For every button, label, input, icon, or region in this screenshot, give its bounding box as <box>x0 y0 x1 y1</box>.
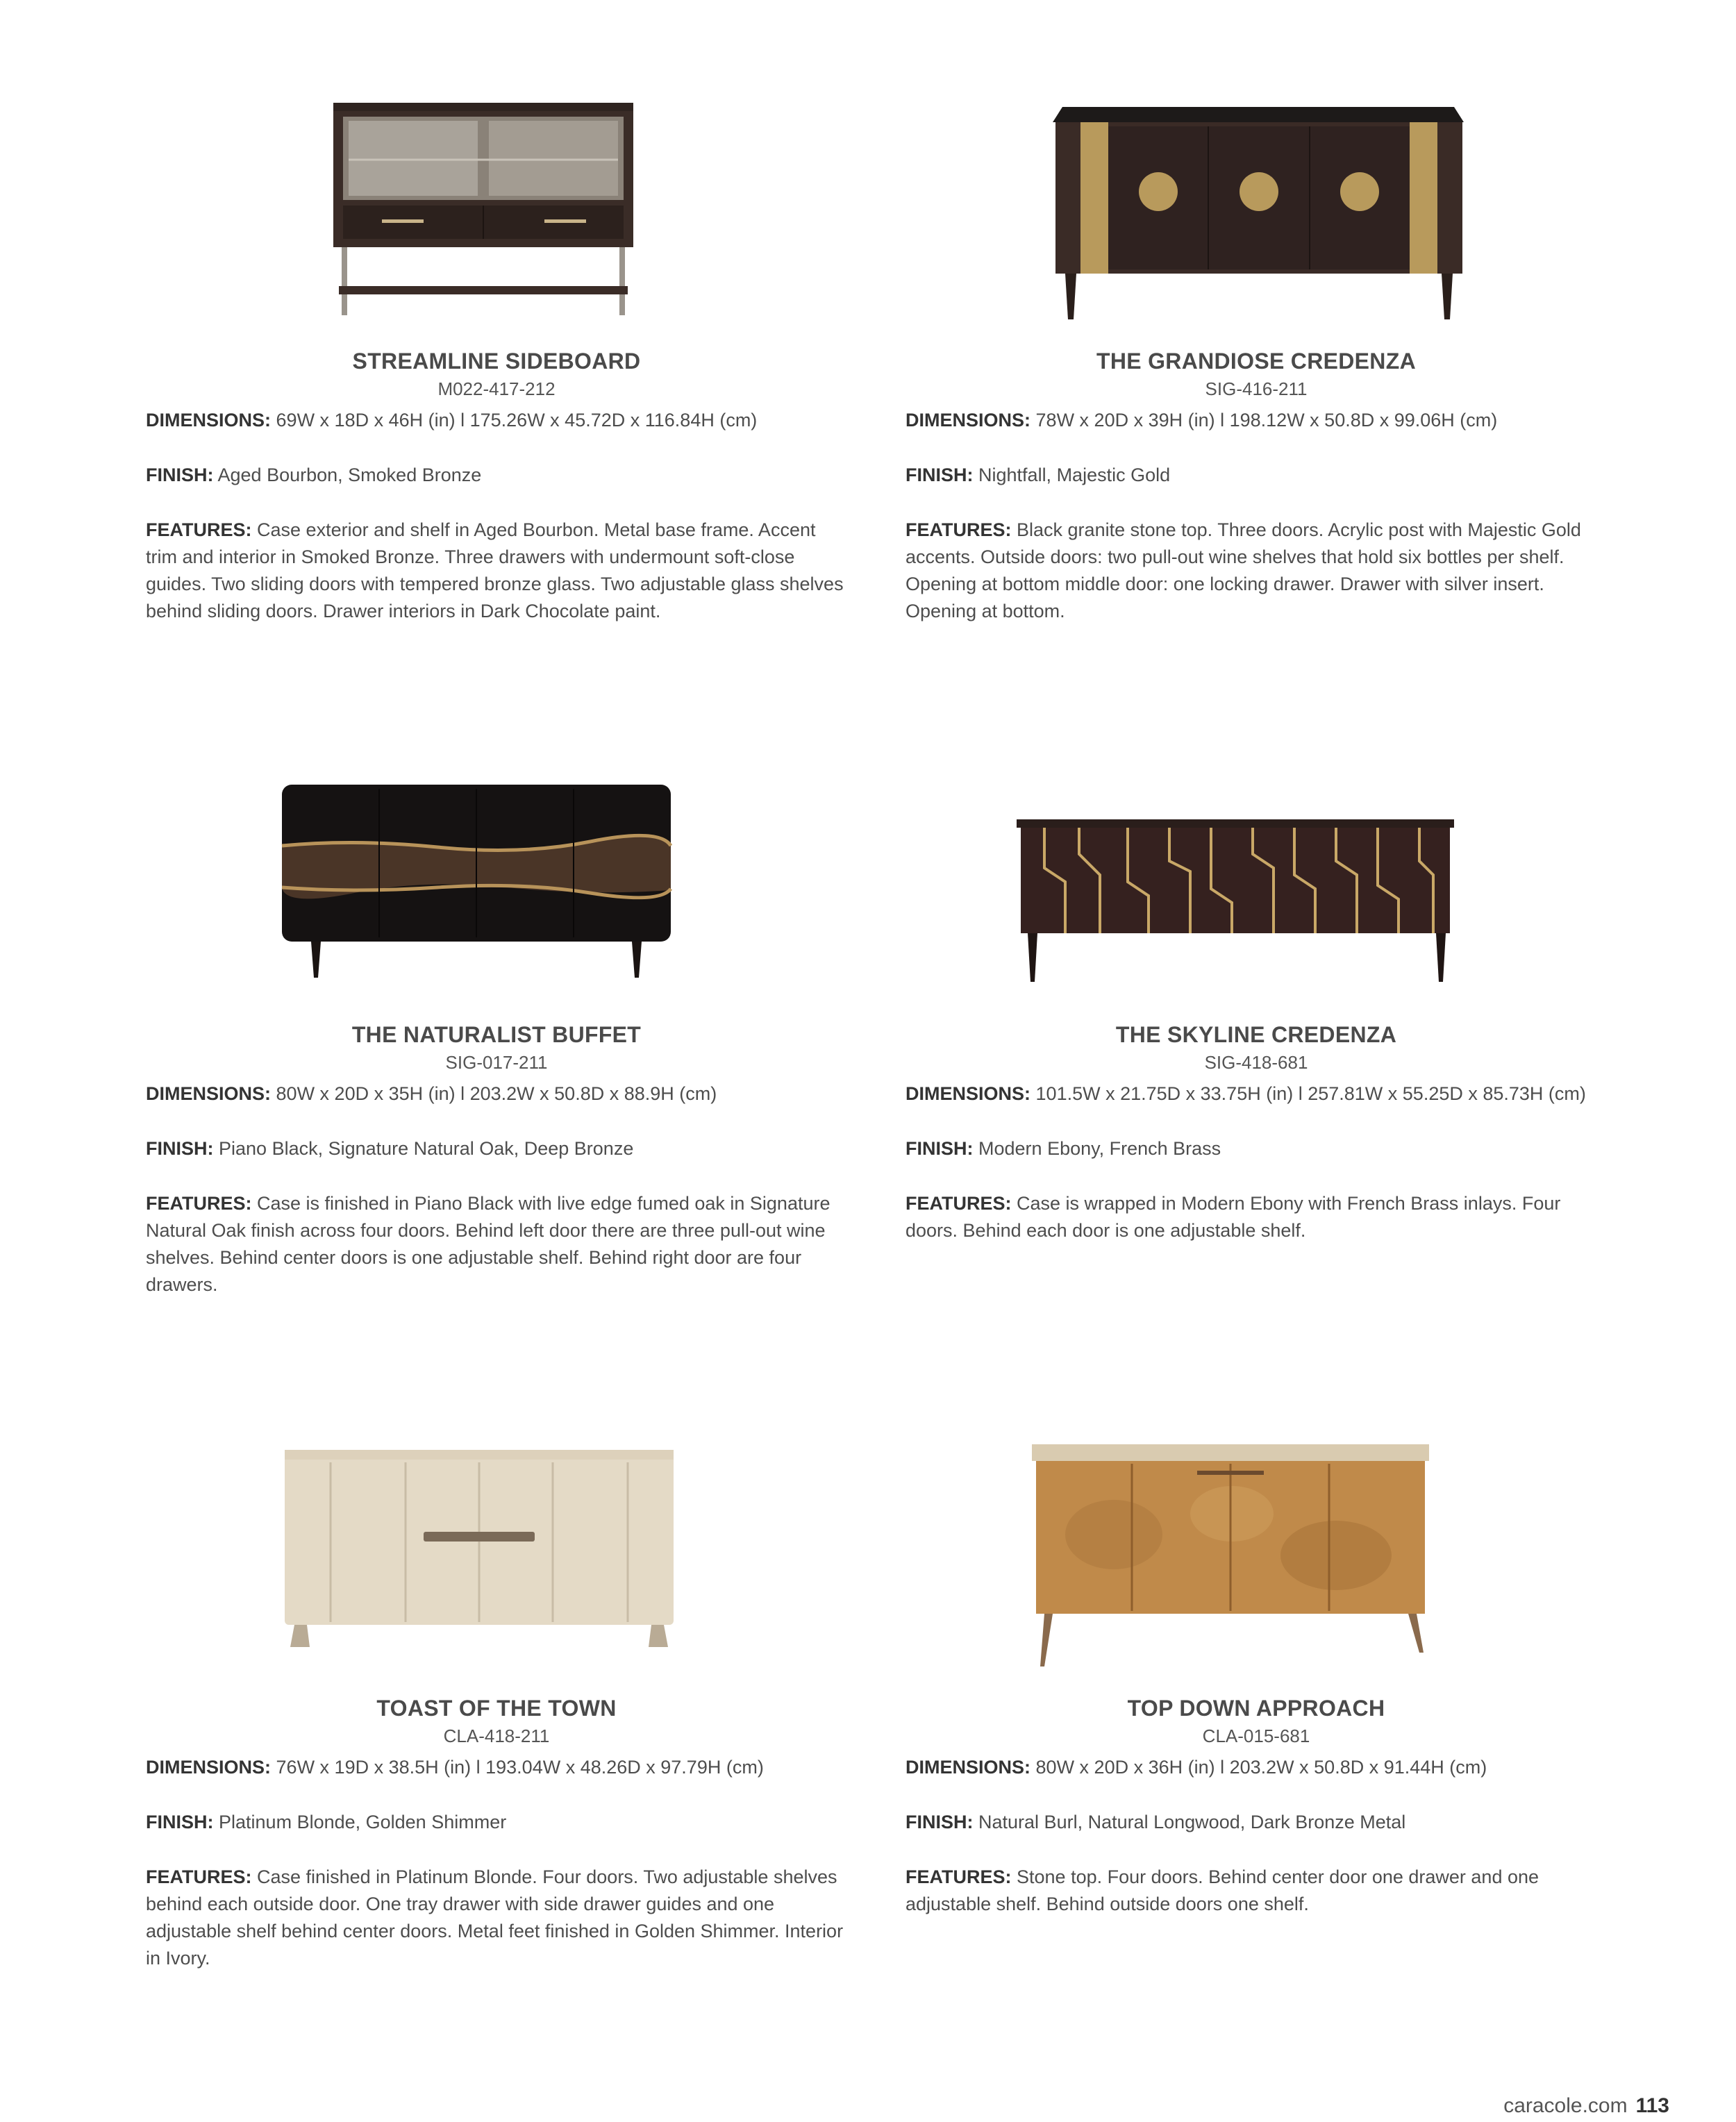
features-row <box>905 1864 1607 1918</box>
product-naturalist-buffet <box>146 757 847 1298</box>
sideboard-illustration <box>146 83 847 333</box>
features-label: FEATURES: <box>905 1866 1012 1887</box>
features-row <box>905 1190 1607 1244</box>
features-label: FEATURES: <box>146 1866 252 1887</box>
product-sku: SIG-017-211 <box>445 1052 548 1073</box>
features-row <box>146 517 847 625</box>
features-value: Stone top. Four doors. Behind center door one drawer and one adjustable shelf. Behind outside doors one shelf. <box>905 1866 1539 1914</box>
toast-illustration <box>146 1430 847 1680</box>
features-row <box>905 517 1607 625</box>
product-image <box>905 757 1607 1007</box>
product-title: TOAST OF THE TOWN <box>376 1696 617 1721</box>
finish-label: FINISH: <box>146 465 214 485</box>
dimensions-row <box>905 1080 1607 1108</box>
dimensions-label: DIMENSIONS: <box>905 1757 1031 1778</box>
product-toast-of-the-town <box>146 1430 847 1972</box>
dimensions-row <box>146 407 847 434</box>
finish-value: Platinum Blonde, Golden Shimmer <box>219 1812 507 1832</box>
dimensions-label: DIMENSIONS: <box>146 1083 272 1104</box>
features-value: Case finished in Platinum Blonde. Four doors. Two adjustable shelves behind each outside door. One tray drawer with side drawer guides and one adjustable shelf behind center doors. Metal feet finished in Golden Shimmer. Interior in Ivory. <box>146 1866 844 1969</box>
features-value: Case exterior and shelf in Aged Bourbon. Metal base frame. Accent trim and interior in Smoked Bronze. Three drawers with undermount soft-close guides. Two sliding doors with tempered bronze glass. Two adjustable glass shelves behind sliding doors. Drawer interiors in Dark Chocolate paint. <box>146 519 844 621</box>
finish-row <box>146 1135 847 1162</box>
finish-value: Natural Burl, Natural Longwood, Dark Bronze Metal <box>978 1812 1406 1832</box>
dimensions-label: DIMENSIONS: <box>146 410 272 431</box>
finish-row <box>905 1135 1607 1162</box>
skyline-illustration <box>905 757 1607 1007</box>
dimensions-label: DIMENSIONS: <box>905 1083 1031 1104</box>
dimensions-row <box>146 1754 847 1781</box>
dimensions-value: 78W x 20D x 39H (in) l 198.12W x 50.8D x 99.06H (cm) <box>1035 410 1498 431</box>
features-value: Case is finished in Piano Black with live edge fumed oak in Signature Natural Oak finish across four doors. Behind left door there are three pull-out wine shelves. Behind center doors is one adjustable shelf. Behind right door are four drawers. <box>146 1193 831 1295</box>
dimensions-label: DIMENSIONS: <box>146 1757 272 1778</box>
finish-label: FINISH: <box>905 1812 974 1832</box>
features-value: Case is wrapped in Modern Ebony with French Brass inlays. Four doors. Behind each door is one adjustable shelf. <box>905 1193 1561 1241</box>
product-sku: SIG-416-211 <box>1205 378 1308 399</box>
product-title: STREAMLINE SIDEBOARD <box>352 349 641 374</box>
finish-label: FINISH: <box>146 1812 214 1832</box>
product-title: THE NATURALIST BUFFET <box>351 1022 642 1047</box>
product-title: THE SKYLINE CREDENZA <box>1115 1022 1397 1047</box>
features-label: FEATURES: <box>146 1193 252 1214</box>
website-link[interactable]: caracole.com <box>1503 2094 1628 2117</box>
finish-row <box>905 462 1607 489</box>
features-label: FEATURES: <box>146 519 252 540</box>
finish-value: Piano Black, Signature Natural Oak, Deep Bronze <box>219 1138 634 1159</box>
dimensions-label: DIMENSIONS: <box>905 410 1031 431</box>
features-label: FEATURES: <box>905 519 1012 540</box>
finish-label: FINISH: <box>146 1138 214 1159</box>
page-footer <box>1503 2094 1669 2118</box>
topdown-illustration <box>905 1430 1607 1680</box>
product-grandiose-credenza <box>905 83 1607 625</box>
product-skyline-credenza <box>905 757 1607 1244</box>
finish-value: Modern Ebony, French Brass <box>978 1138 1221 1159</box>
product-image <box>146 83 847 333</box>
features-row <box>146 1864 847 1972</box>
product-image <box>146 757 847 1007</box>
finish-row <box>146 462 847 489</box>
dimensions-value: 101.5W x 21.75D x 33.75H (in) l 257.81W x 55.25D x 85.73H (cm) <box>1035 1083 1586 1104</box>
finish-value: Aged Bourbon, Smoked Bronze <box>217 465 482 485</box>
product-image <box>905 83 1607 333</box>
finish-label: FINISH: <box>905 465 974 485</box>
product-sku: CLA-418-211 <box>443 1726 550 1746</box>
features-row <box>146 1190 847 1298</box>
finish-row <box>146 1809 847 1836</box>
dimensions-row <box>905 407 1607 434</box>
buffet-illustration <box>146 757 847 1007</box>
product-title: THE GRANDIOSE CREDENZA <box>1096 349 1416 374</box>
finish-value: Nightfall, Majestic Gold <box>978 465 1171 485</box>
finish-row <box>905 1809 1607 1836</box>
credenza-illustration <box>905 83 1607 333</box>
page-number: 113 <box>1635 2094 1669 2117</box>
product-top-down-approach <box>905 1430 1607 1918</box>
product-image <box>146 1430 847 1680</box>
finish-label: FINISH: <box>905 1138 974 1159</box>
product-streamline-sideboard <box>146 83 847 625</box>
product-sku: SIG-418-681 <box>1204 1052 1308 1073</box>
dimensions-row <box>146 1080 847 1108</box>
dimensions-value: 76W x 19D x 38.5H (in) l 193.04W x 48.26D x 97.79H (cm) <box>276 1757 764 1778</box>
product-sku: CLA-015-681 <box>1202 1726 1310 1746</box>
product-image <box>905 1430 1607 1680</box>
product-title: TOP DOWN APPROACH <box>1127 1696 1385 1721</box>
dimensions-value: 80W x 20D x 36H (in) l 203.2W x 50.8D x 91.44H (cm) <box>1035 1757 1487 1778</box>
dimensions-row <box>905 1754 1607 1781</box>
dimensions-value: 80W x 20D x 35H (in) l 203.2W x 50.8D x 88.9H (cm) <box>276 1083 717 1104</box>
dimensions-value: 69W x 18D x 46H (in) l 175.26W x 45.72D x 116.84H (cm) <box>276 410 758 431</box>
features-label: FEATURES: <box>905 1193 1012 1214</box>
features-value: Black granite stone top. Three doors. Acrylic post with Majestic Gold accents. Outside doors: two pull-out wine shelves that hold six bottles per shelf. Opening at bottom middle door: one locking drawer. Drawer with silver insert. Opening at bottom. <box>905 519 1581 621</box>
product-sku: M022-417-212 <box>437 378 556 399</box>
